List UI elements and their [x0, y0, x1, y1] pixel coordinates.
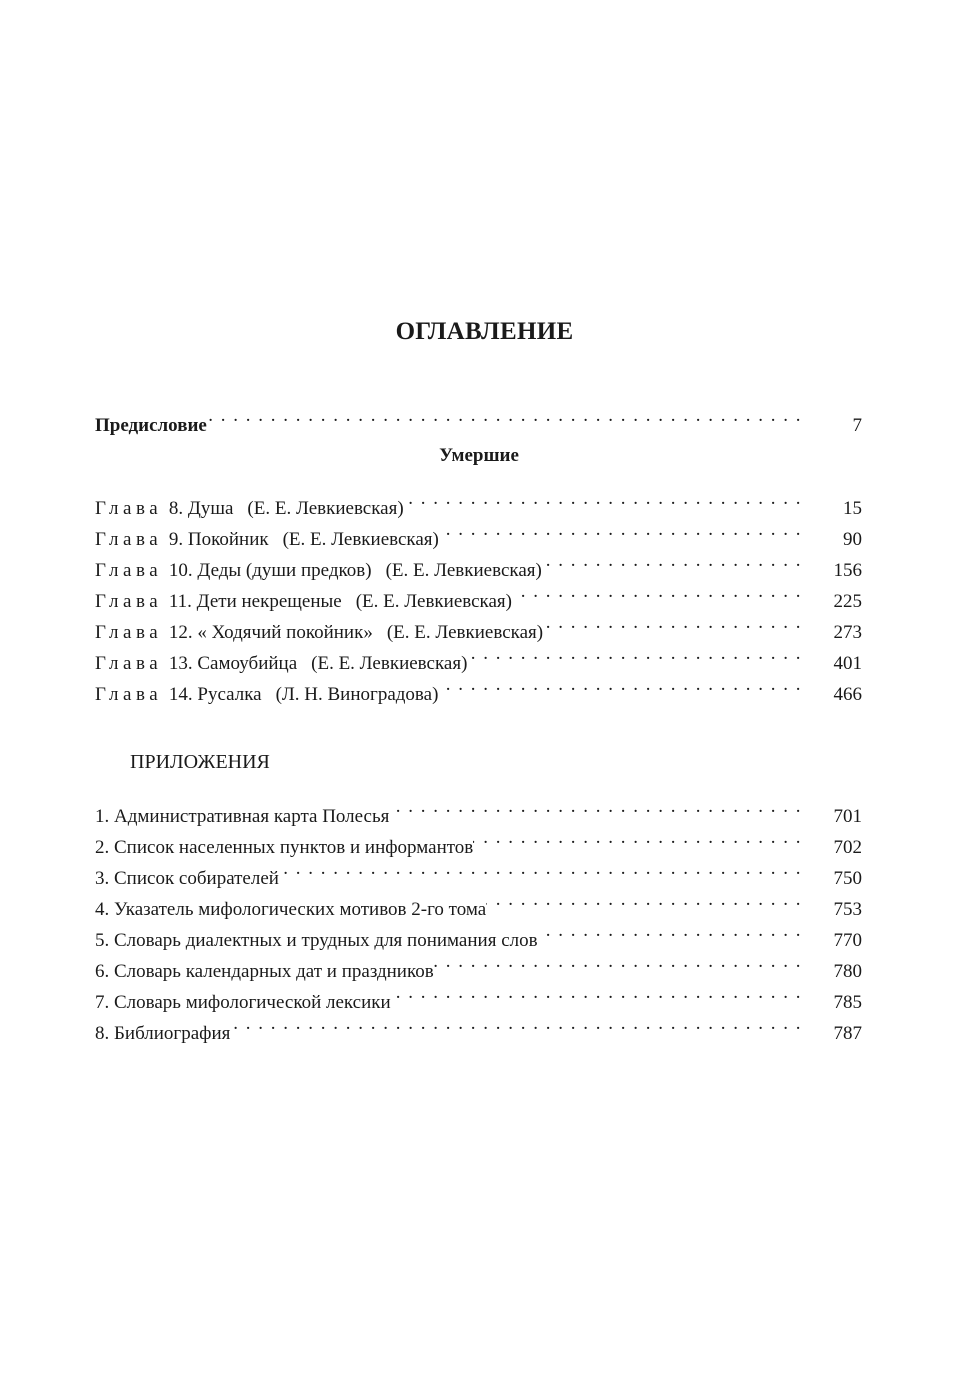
chapter-number: 14. — [168, 684, 193, 705]
section-title: Умершие — [439, 445, 519, 466]
dot-leader — [467, 638, 802, 669]
page-number: 785 — [833, 992, 862, 1013]
chapter-number: 11. — [168, 591, 192, 612]
dot-leader — [473, 822, 802, 853]
page-number: 466 — [833, 684, 862, 705]
chapter-name: « Ходячий покойник» — [197, 622, 373, 643]
chapter-author: (Е. Е. Левкиевская) — [282, 529, 439, 550]
page-number: 15 — [843, 498, 862, 519]
chapter-word: Глава — [95, 560, 163, 581]
appendix-label: 2. Список населенных пунктов и информантов — [95, 837, 474, 858]
chapter-author: (Е. Е. Левкиевская) — [355, 591, 512, 612]
dot-leader — [434, 946, 802, 977]
chapter-author: (Е. Е. Левкиевская) — [386, 622, 544, 643]
chapter-word: Глава — [95, 622, 163, 643]
dot-leader — [207, 400, 802, 431]
chapter-name: Русалка — [197, 684, 262, 705]
chapter-word: Глава — [95, 498, 163, 519]
dot-leader — [486, 884, 802, 915]
appendix-label: 3. Список собирателей — [95, 868, 279, 889]
dot-leader — [391, 977, 802, 1008]
page-number: 780 — [833, 961, 862, 982]
appendix-label: 4. Указатель мифологических мотивов 2-го тома — [95, 899, 487, 920]
page-number: 273 — [833, 622, 862, 643]
chapter-list — [95, 483, 862, 705]
chapter-number: 8. — [168, 498, 184, 519]
page-number: 750 — [833, 868, 862, 889]
dot-leader — [512, 576, 802, 607]
page-number: 702 — [833, 837, 862, 858]
appendix-label: 5. Словарь диалектных и трудных для понимания слов — [95, 930, 538, 951]
chapter-number: 13. — [168, 653, 193, 674]
chapter-word: Глава — [95, 591, 163, 612]
chapter-name: Дети некрещеные — [196, 591, 342, 612]
appendix-label: 6. Словарь календарных дат и праздников — [95, 961, 434, 982]
chapter-author: (Л. Н. Виноградова) — [275, 684, 439, 705]
dot-leader — [543, 607, 802, 638]
appendix-label: 1. Административная карта Полесья — [95, 806, 390, 827]
dot-leader — [542, 545, 802, 576]
dot-leader — [538, 915, 802, 946]
dot-leader — [438, 669, 802, 700]
chapter-number: 12. — [168, 622, 193, 643]
chapter-author: (Е. Е. Левкиевская) — [311, 653, 468, 674]
chapter-author: (Е. Е. Левкиевская) — [385, 560, 542, 581]
appendix-title: ПРИЛОЖЕНИЯ — [130, 751, 270, 773]
chapter-author: (Е. Е. Левкиевская) — [247, 498, 404, 519]
dot-leader — [439, 514, 802, 545]
page-number: 225 — [833, 591, 862, 612]
chapter-word: Глава — [95, 529, 163, 550]
chapter-word: Глава — [95, 684, 163, 705]
dot-leader — [389, 791, 802, 822]
chapter-name: Самоубийца — [197, 653, 298, 674]
toc-entry-preface[interactable] — [95, 400, 862, 436]
preface-label: Предисловие — [95, 415, 207, 436]
appendix-label: 8. Библиография — [95, 1023, 231, 1044]
dot-leader — [230, 1008, 802, 1039]
preface-block — [95, 400, 862, 436]
chapter-word: Глава — [95, 653, 163, 674]
page-title: ОГЛАВЛЕНИЕ — [395, 318, 574, 345]
chapter-name: Покойник — [187, 529, 269, 550]
chapter-name: Душа — [187, 498, 234, 519]
toc-entry-appendix[interactable] — [95, 791, 862, 827]
toc-entry-chapter[interactable] — [95, 483, 862, 519]
appendix-label: 7. Словарь мифологической лексики — [95, 992, 391, 1013]
page-number: 90 — [843, 529, 862, 550]
page-number: 770 — [833, 930, 862, 951]
page-number: 7 — [852, 415, 862, 436]
dot-leader — [404, 483, 802, 514]
page-number: 701 — [833, 806, 862, 827]
chapter-number: 10. — [168, 560, 193, 581]
chapter-number: 9. — [168, 529, 184, 550]
dot-leader — [279, 853, 802, 884]
page-number: 753 — [833, 899, 862, 920]
page-number: 401 — [833, 653, 862, 674]
chapter-name: Деды (души предков) — [197, 560, 372, 581]
page-number: 156 — [833, 560, 862, 581]
page-number: 787 — [833, 1023, 862, 1044]
appendix-list — [95, 791, 862, 1044]
